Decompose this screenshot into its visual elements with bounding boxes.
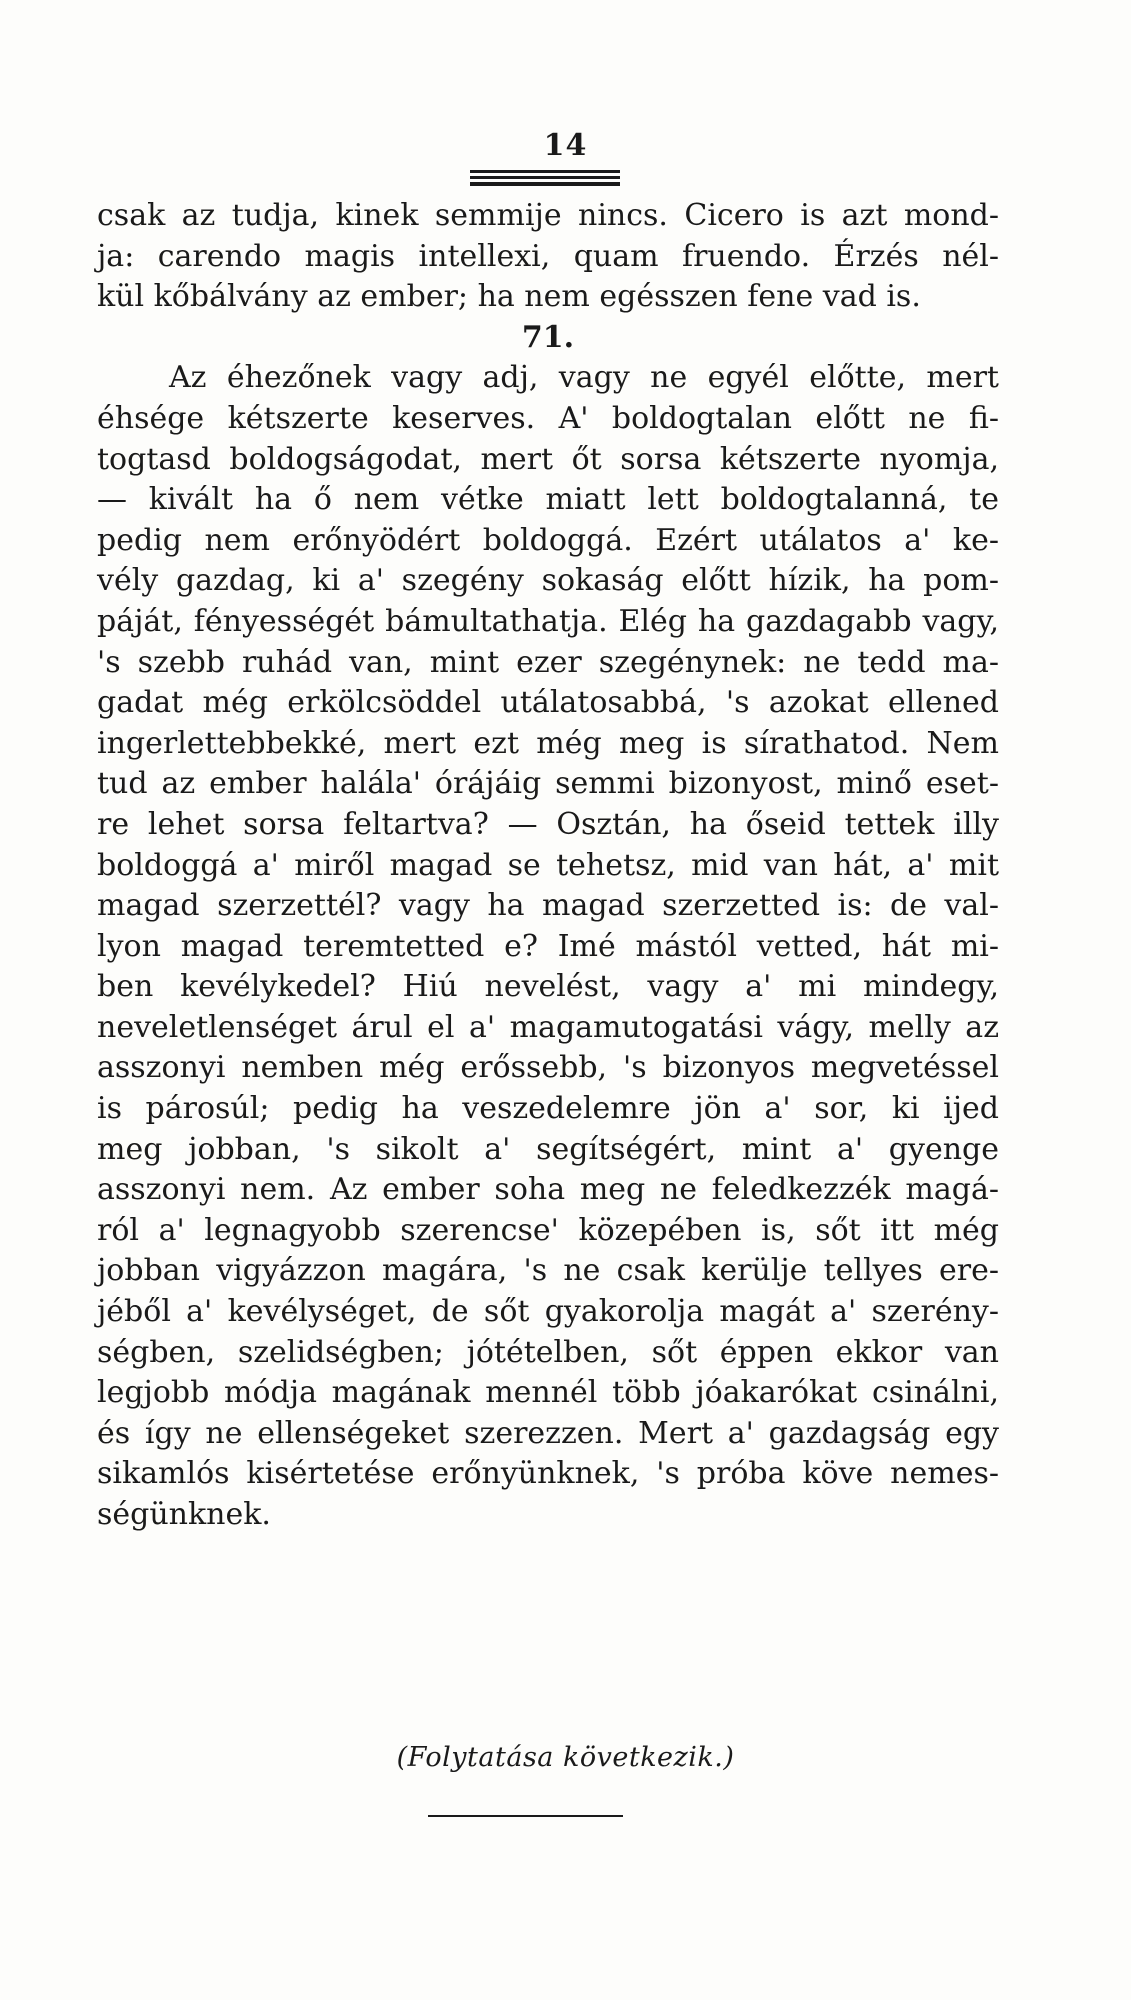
text-line: ja: carendo magis intellexi, quam fruendo. Érzés nél- xyxy=(97,238,999,274)
text-line: 's szebb ruhád van, mint ezer szegénynek: ne tedd ma- xyxy=(97,644,999,680)
text-line: neveletlenséget árul el a' magamutogatási vágy, melly az xyxy=(97,1009,999,1045)
text-line: ségünknek. xyxy=(97,1497,271,1532)
continuation-note: (Folytatása következik.) xyxy=(396,1742,735,1773)
text-line: togtasd boldogságodat, mert őt sorsa kétszerte nyomja, xyxy=(97,441,999,477)
text-line: gadat még erkölcsöddel utálatosabbá, 's azokat ellened xyxy=(97,685,999,721)
text-line: jobban vigyázzon magára, 's ne csak kerülje tellyes ere- xyxy=(97,1253,999,1289)
text-line: pedig nem erőnyödért boldoggá. Ezért utálatos a' ke- xyxy=(97,522,999,558)
text-line: éhsége kétszerte keserves. A' boldogtalan előtt ne fi- xyxy=(97,400,999,436)
body-text xyxy=(97,196,999,1536)
header-rule xyxy=(470,176,620,179)
text-line: asszonyi nem. Az ember soha meg ne feledkezzék magá- xyxy=(97,1172,999,1208)
section-number: 71. xyxy=(521,319,575,355)
text-line: vély gazdag, ki a' szegény sokaság előtt hízik, ha pom- xyxy=(97,563,999,599)
text-line: legjobb módja magának mennél több jóakarókat csinálni, xyxy=(97,1375,999,1411)
text-line: páját, fényességét bámultathatja. Elég ha gazdagabb vagy, xyxy=(97,603,999,639)
text-line: jéből a' kevélységet, de sőt gyakorolja magát a' szerény- xyxy=(97,1294,999,1330)
text-line: asszonyi nemben még erőssebb, 's bizonyos megvetéssel xyxy=(97,1050,999,1086)
text-line: csak az tudja, kinek semmije nincs. Cicero is azt mond- xyxy=(97,198,999,233)
text-line: ról a' legnagyobb szerencse' közepében is, sőt itt még xyxy=(97,1212,999,1248)
text-line: lyon magad teremtetted e? Imé mástól vetted, hát mi- xyxy=(97,928,999,964)
text-line: ben kevélykedel? Hiú nevelést, vagy a' mi mindegy, xyxy=(97,969,999,1005)
text-line: magad szerzettél? vagy ha magad szerzetted is: de val- xyxy=(97,888,999,924)
page-number: 14 xyxy=(543,128,588,163)
header-rule xyxy=(470,182,620,186)
text-line: re lehet sorsa feltartva? — Osztán, ha őseid tettek illy xyxy=(97,806,999,842)
text-line: ségben, szelidségben; jótételben, sőt éppen ekkor van xyxy=(97,1334,999,1370)
header-rule xyxy=(470,170,620,173)
text-line: tud az ember halála' órájáig semmi bizonyost, minő eset- xyxy=(97,766,999,802)
text-line: is párosúl; pedig ha veszedelemre jön a' sor, ki ijed xyxy=(97,1091,999,1127)
text-line: kül kőbálvány az ember; ha nem egésszen fene vad is. xyxy=(97,279,921,315)
text-line: sikamlós kisértetése erőnyünknek, 's próba köve nemes- xyxy=(97,1456,999,1492)
text-line: boldoggá a' miről magad se tehetsz, mid van hát, a' mit xyxy=(97,847,999,883)
text-line: és így ne ellenségeket szerezzen. Mert a' gazdagság egy xyxy=(97,1415,999,1451)
text-line: — kivált ha ő nem vétke miatt lett boldogtalanná, te xyxy=(97,482,999,518)
text-line: meg jobban, 's sikolt a' segítségért, mint a' gyenge xyxy=(97,1131,999,1167)
text-line: Az éhezőnek vagy adj, vagy ne egyél előtte, mert xyxy=(169,360,999,396)
footer-rule xyxy=(428,1815,623,1817)
text-line: ingerlettebbekké, mert ezt még meg is sírathatod. Nem xyxy=(97,725,999,761)
